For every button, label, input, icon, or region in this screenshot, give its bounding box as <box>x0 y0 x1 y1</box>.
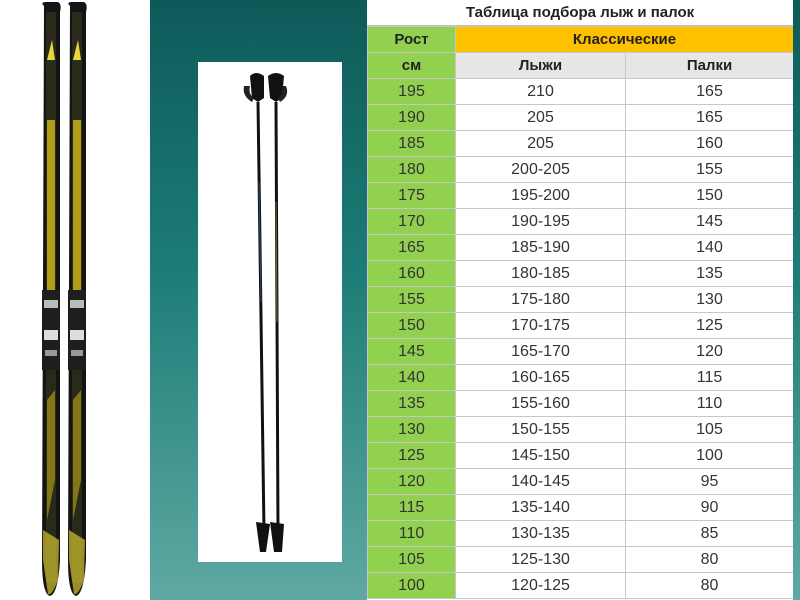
table-row <box>368 261 794 287</box>
skis-length-cell: 195-200 <box>456 183 626 209</box>
skis-length-cell: 190-195 <box>456 209 626 235</box>
poles-length-cell: 105 <box>626 417 794 443</box>
poles-length-cell: 160 <box>626 131 794 157</box>
height-cell: 145 <box>368 339 456 365</box>
header-height: Рост <box>368 27 456 53</box>
ski-selection-table <box>367 26 793 599</box>
poles-length-cell: 110 <box>626 391 794 417</box>
ski-selection-table-panel <box>367 0 793 600</box>
table-header-row-2 <box>368 53 794 79</box>
poles-length-cell: 125 <box>626 313 794 339</box>
skis-length-cell: 205 <box>456 131 626 157</box>
height-cell: 185 <box>368 131 456 157</box>
skis-length-cell: 130-135 <box>456 521 626 547</box>
skis-length-cell: 175-180 <box>456 287 626 313</box>
poles-length-cell: 165 <box>626 105 794 131</box>
table-row <box>368 365 794 391</box>
skis-length-cell: 155-160 <box>456 391 626 417</box>
table-row <box>368 547 794 573</box>
skis-length-cell: 135-140 <box>456 495 626 521</box>
skis-image <box>0 0 150 600</box>
height-cell: 125 <box>368 443 456 469</box>
poles-length-cell: 85 <box>626 521 794 547</box>
poles-length-cell: 135 <box>626 261 794 287</box>
table-row <box>368 209 794 235</box>
skis-length-cell: 200-205 <box>456 157 626 183</box>
table-row <box>368 131 794 157</box>
skis-length-cell: 145-150 <box>456 443 626 469</box>
table-title: Таблица подбора лыж и палок <box>367 0 793 26</box>
height-cell: 195 <box>368 79 456 105</box>
skis-length-cell: 165-170 <box>456 339 626 365</box>
table-row <box>368 417 794 443</box>
height-cell: 130 <box>368 417 456 443</box>
table-row <box>368 469 794 495</box>
poles-length-cell: 80 <box>626 573 794 599</box>
poles-length-cell: 165 <box>626 79 794 105</box>
height-cell: 190 <box>368 105 456 131</box>
table-row <box>368 391 794 417</box>
skis-length-cell: 170-175 <box>456 313 626 339</box>
table-row <box>368 443 794 469</box>
header-classic-style: Классические <box>456 27 794 53</box>
poles-length-cell: 100 <box>626 443 794 469</box>
poles-length-cell: 150 <box>626 183 794 209</box>
table-row <box>368 521 794 547</box>
poles-length-cell: 145 <box>626 209 794 235</box>
table-body <box>368 79 794 599</box>
poles-length-cell: 80 <box>626 547 794 573</box>
height-cell: 170 <box>368 209 456 235</box>
table-row <box>368 339 794 365</box>
poles-length-cell: 120 <box>626 339 794 365</box>
height-cell: 150 <box>368 313 456 339</box>
height-cell: 165 <box>368 235 456 261</box>
poles-length-cell: 130 <box>626 287 794 313</box>
height-cell: 160 <box>368 261 456 287</box>
poles-length-cell: 155 <box>626 157 794 183</box>
skis-icon <box>0 0 150 600</box>
table-row <box>368 183 794 209</box>
ski-poles-image <box>198 62 342 562</box>
skis-length-cell: 185-190 <box>456 235 626 261</box>
table-row <box>368 157 794 183</box>
height-cell: 105 <box>368 547 456 573</box>
height-cell: 180 <box>368 157 456 183</box>
table-row <box>368 235 794 261</box>
height-cell: 140 <box>368 365 456 391</box>
header-poles: Палки <box>626 53 794 79</box>
ski-poles-icon <box>198 62 342 562</box>
table-row <box>368 313 794 339</box>
skis-length-cell: 180-185 <box>456 261 626 287</box>
table-header-row-1 <box>368 27 794 53</box>
height-cell: 120 <box>368 469 456 495</box>
height-cell: 100 <box>368 573 456 599</box>
poles-length-cell: 90 <box>626 495 794 521</box>
skis-length-cell: 150-155 <box>456 417 626 443</box>
height-cell: 155 <box>368 287 456 313</box>
height-cell: 110 <box>368 521 456 547</box>
poles-length-cell: 95 <box>626 469 794 495</box>
table-row <box>368 495 794 521</box>
header-skis: Лыжи <box>456 53 626 79</box>
height-cell: 175 <box>368 183 456 209</box>
skis-length-cell: 210 <box>456 79 626 105</box>
table-row <box>368 79 794 105</box>
header-unit: см <box>368 53 456 79</box>
skis-length-cell: 120-125 <box>456 573 626 599</box>
height-cell: 135 <box>368 391 456 417</box>
skis-length-cell: 205 <box>456 105 626 131</box>
skis-length-cell: 140-145 <box>456 469 626 495</box>
table-row <box>368 287 794 313</box>
skis-length-cell: 160-165 <box>456 365 626 391</box>
table-row <box>368 573 794 599</box>
poles-length-cell: 115 <box>626 365 794 391</box>
skis-length-cell: 125-130 <box>456 547 626 573</box>
poles-length-cell: 140 <box>626 235 794 261</box>
table-row <box>368 105 794 131</box>
height-cell: 115 <box>368 495 456 521</box>
